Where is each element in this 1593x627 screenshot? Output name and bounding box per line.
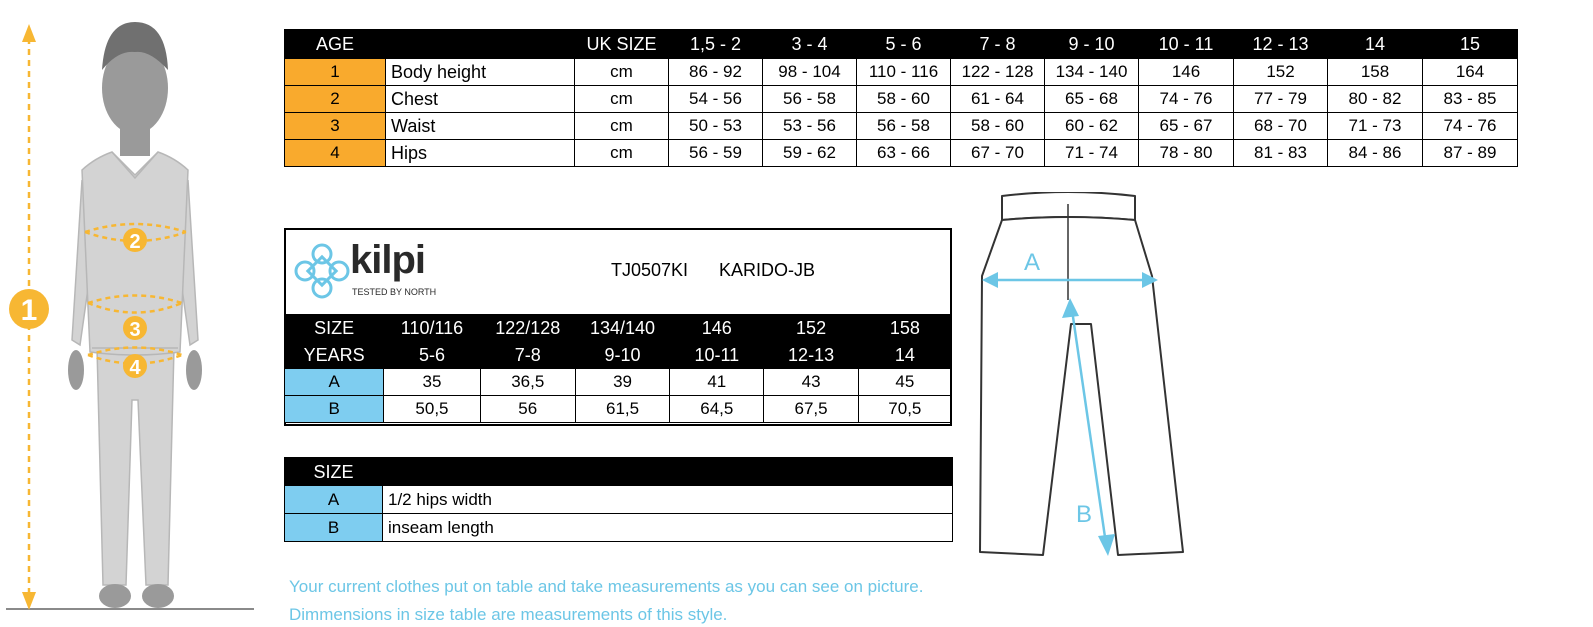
size-label: SIZE (285, 315, 384, 342)
years-value: 9-10 (575, 342, 669, 369)
row-unit: cm (575, 86, 669, 113)
cell: 56 - 59 (669, 140, 763, 167)
years-row (285, 342, 952, 369)
table-row (285, 396, 952, 423)
cell: 50 - 53 (669, 113, 763, 140)
cell: 80 - 82 (1328, 86, 1423, 113)
cell: 63 - 66 (857, 140, 951, 167)
child-figure (0, 0, 265, 615)
size-header: 1,5 - 2 (669, 30, 763, 59)
years-value: 7-8 (480, 342, 575, 369)
instruction-note: Dimmensions in size table are measurements of this style. (289, 605, 728, 624)
cell: 36,5 (480, 369, 575, 396)
cell: 70,5 (858, 396, 951, 423)
dimension-legend-table (284, 457, 953, 542)
size-header: 5 - 6 (857, 30, 951, 59)
cell: 71 - 74 (1045, 140, 1139, 167)
size-header: 10 - 11 (1139, 30, 1234, 59)
cell: 56 (480, 396, 575, 423)
svg-text:1: 1 (20, 294, 38, 327)
size-value: 146 (670, 315, 764, 342)
cell: 87 - 89 (1423, 140, 1518, 167)
size-header: 7 - 8 (951, 30, 1045, 59)
product-code: TJ0507KI (611, 260, 689, 280)
cell: 45 (858, 369, 951, 396)
product-size-table (284, 314, 952, 423)
row-unit: cm (575, 59, 669, 86)
cell: 146 (1139, 59, 1234, 86)
cell: 61,5 (575, 396, 669, 423)
dimension-description: inseam length (383, 514, 953, 542)
cell: 158 (1328, 59, 1423, 86)
table-row (285, 514, 953, 542)
product-size-box (284, 228, 952, 426)
size-value: 122/128 (480, 315, 575, 342)
size-header: 12 - 13 (1234, 30, 1328, 59)
svg-text:2: 2 (129, 231, 141, 253)
cell: 53 - 56 (763, 113, 857, 140)
legend-header (285, 458, 953, 486)
cell: 58 - 60 (951, 113, 1045, 140)
row-number: 4 (285, 140, 386, 167)
blank-header (386, 30, 575, 59)
age-header: AGE (285, 30, 386, 59)
cell: 164 (1423, 59, 1518, 86)
years-value: 14 (858, 342, 951, 369)
cell: 84 - 86 (1328, 140, 1423, 167)
cell: 65 - 68 (1045, 86, 1139, 113)
row-number: 3 (285, 113, 386, 140)
cell: 81 - 83 (1234, 140, 1328, 167)
years-value: 5-6 (384, 342, 480, 369)
cell: 59 - 62 (763, 140, 857, 167)
size-header: 3 - 4 (763, 30, 857, 59)
table-row (285, 486, 953, 514)
cell: 35 (384, 369, 480, 396)
table-row (285, 369, 952, 396)
blank-header (383, 458, 953, 486)
table-row (285, 140, 1518, 167)
cell: 58 - 60 (857, 86, 951, 113)
cell: 56 - 58 (857, 113, 951, 140)
product-name: KARIDO-JB (719, 260, 816, 280)
dimension-letter: B (285, 396, 384, 423)
cell: 74 - 76 (1139, 86, 1234, 113)
brand-header (286, 230, 952, 314)
cell: 83 - 85 (1423, 86, 1518, 113)
cell: 86 - 92 (669, 59, 763, 86)
size-header: 15 (1423, 30, 1518, 59)
row-label: Body height (386, 59, 575, 86)
row-label: Hips (386, 140, 575, 167)
years-value: 10-11 (670, 342, 764, 369)
cell: 78 - 80 (1139, 140, 1234, 167)
table-row (285, 59, 1518, 86)
size-header: 14 (1328, 30, 1423, 59)
marker-1 (9, 289, 49, 329)
cell: 65 - 67 (1139, 113, 1234, 140)
row-unit: cm (575, 113, 669, 140)
cell: 122 - 128 (951, 59, 1045, 86)
table-row (285, 86, 1518, 113)
instruction-note: Your current clothes put on table and take measurements as you can see on picture. (289, 577, 924, 596)
cell: 98 - 104 (763, 59, 857, 86)
svg-text:4: 4 (129, 357, 141, 379)
cell: 39 (575, 369, 669, 396)
cell: 152 (1234, 59, 1328, 86)
cell: 110 - 116 (857, 59, 951, 86)
years-label: YEARS (285, 342, 384, 369)
cell: 134 - 140 (1045, 59, 1139, 86)
cell: 71 - 73 (1328, 113, 1423, 140)
brand-tagline: TESTED BY NORTH (352, 287, 437, 297)
cell: 74 - 76 (1423, 113, 1518, 140)
cell: 61 - 64 (951, 86, 1045, 113)
dimension-letter: B (285, 514, 383, 542)
cell: 64,5 (670, 396, 764, 423)
pants-diagram (978, 192, 1208, 572)
legend-size-label: SIZE (285, 458, 383, 486)
pants-label-a: A (1024, 249, 1041, 276)
cell: 54 - 56 (669, 86, 763, 113)
size-value: 134/140 (575, 315, 669, 342)
dimension-description: 1/2 hips width (383, 486, 953, 514)
svg-text:3: 3 (129, 319, 141, 341)
dimension-letter: A (285, 369, 384, 396)
kilpi-knot-icon (292, 241, 352, 301)
dimension-letter: A (285, 486, 383, 514)
brand-name: kilpi (350, 238, 426, 282)
row-label: Waist (386, 113, 575, 140)
uk-size-header: UK SIZE (575, 30, 669, 59)
cell: 68 - 70 (1234, 113, 1328, 140)
row-unit: cm (575, 140, 669, 167)
size-value: 110/116 (384, 315, 480, 342)
cell: 43 (764, 369, 858, 396)
row-number: 1 (285, 59, 386, 86)
cell: 41 (670, 369, 764, 396)
years-value: 12-13 (764, 342, 858, 369)
size-chart-header (285, 30, 1518, 59)
pants-label-b: B (1076, 501, 1093, 528)
cell: 50,5 (384, 396, 480, 423)
cell: 60 - 62 (1045, 113, 1139, 140)
size-value: 158 (858, 315, 951, 342)
size-header: 9 - 10 (1045, 30, 1139, 59)
body-silhouette (68, 22, 202, 608)
table-row (285, 113, 1518, 140)
size-value: 152 (764, 315, 858, 342)
row-number: 2 (285, 86, 386, 113)
size-row (285, 315, 952, 342)
cell: 56 - 58 (763, 86, 857, 113)
cell: 67,5 (764, 396, 858, 423)
cell: 67 - 70 (951, 140, 1045, 167)
row-label: Chest (386, 86, 575, 113)
cell: 77 - 79 (1234, 86, 1328, 113)
size-chart-table (284, 29, 1518, 167)
